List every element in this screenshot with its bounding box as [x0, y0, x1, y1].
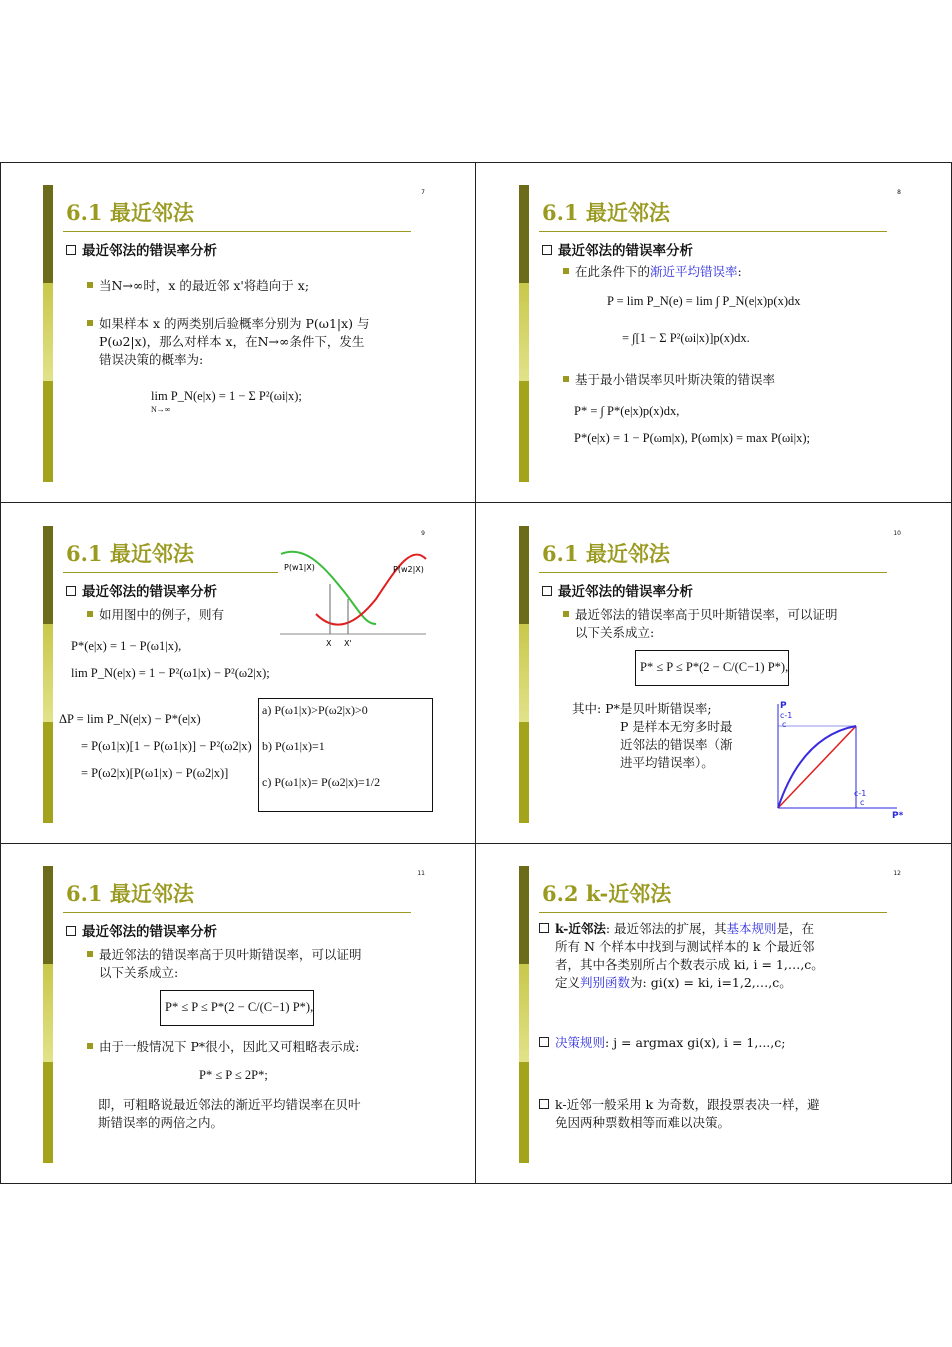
formula: P*(e|x) = 1 − P(ω1|x),: [71, 639, 182, 653]
bullet-text: 在此条件下的: [575, 264, 651, 279]
bullet-text: :: [737, 264, 742, 279]
slide-title: 6.1 最近邻法: [542, 541, 670, 566]
bullet-text: P(ω2|x)，那么对样本 x，在N→∞条件下，发生: [99, 334, 365, 349]
note-line: 进平均错误率）。: [620, 755, 714, 770]
bullet-item: [87, 315, 427, 369]
paragraph-text: 为: gi(x) = ki, i=1,2,…,c。: [630, 975, 792, 990]
bullet-text: 基于最小错误率贝叶斯决策的错误率: [575, 372, 776, 387]
paragraph-text: k-近邻一般采用 k 为奇数，跟投票表决一样，避: [555, 1097, 820, 1112]
slide-title: 6.1 最近邻法: [542, 200, 670, 225]
bullet-text: 如用图中的例子，则有: [99, 607, 225, 622]
slide-side-bar: [43, 526, 53, 823]
paragraph-text: 免因两种票数相等而难以决策。: [555, 1115, 731, 1130]
title-underline: [63, 572, 278, 573]
page-number: 10: [893, 530, 901, 537]
slide-side-bar: [43, 185, 53, 482]
title-underline: [539, 912, 887, 913]
heading-text: 最近邻法的错误率分析: [82, 584, 217, 600]
paragraph: [539, 1096, 889, 1132]
conclusion-line: 即，可粗略说最近邻法的渐近平均错误率在贝叶: [98, 1097, 361, 1112]
bullet-item: [563, 606, 903, 642]
bullet-text: 由于一般情况下 P*很小，因此又可粗略表示成:: [99, 1039, 360, 1054]
slide-title: 6.2 k-近邻法: [542, 881, 672, 906]
bullet-icon: [87, 951, 93, 957]
note-line: 近邻法的错误率（渐: [620, 737, 733, 752]
slide-12: [477, 844, 951, 1183]
page-number: 9: [421, 530, 425, 537]
square-bullet-icon: [66, 245, 76, 255]
slide-side-bar: [43, 866, 53, 1163]
divider: [0, 1183, 952, 1184]
section-heading: [542, 580, 693, 600]
bullet-icon: [87, 282, 93, 288]
page-number: 11: [417, 870, 425, 877]
axis-label: c-1: [854, 789, 867, 798]
bullet-icon: [87, 1043, 93, 1049]
slide-side-bar: [519, 866, 529, 1163]
case-item: c) P(ω1|x)= P(ω2|x)=1/2: [262, 775, 381, 789]
slide-grid: [0, 162, 952, 1184]
divider: [475, 162, 476, 1184]
square-bullet-icon: [539, 1037, 549, 1047]
note-line: 其中: P*是贝叶斯错误率;: [572, 701, 712, 716]
formula: P* ≤ P ≤ 2P*;: [199, 1068, 268, 1082]
bullet-item: [563, 263, 742, 281]
formula-box: [635, 650, 789, 686]
paragraph-text: 定义: [555, 975, 581, 990]
chart-label: X': [344, 639, 352, 648]
slide-7: [1, 163, 475, 502]
formula: = ∫[1 − Σ P²(ωi|x)]p(x)dx.: [622, 331, 750, 345]
bullet-text: 当N→∞时，x 的最近邻 x'将趋向于 x;: [99, 278, 310, 293]
bullet-item: [87, 277, 309, 295]
square-bullet-icon: [539, 923, 549, 933]
term-link: 渐近平均错误率: [650, 264, 738, 279]
posterior-curve-chart: [276, 544, 431, 654]
paragraph-text: 所有 N 个样本中找到与测试样本的 k 个最近邻: [555, 939, 815, 954]
title-underline: [63, 912, 411, 913]
heading-text: 最近邻法的错误率分析: [558, 584, 693, 600]
case-item: a) P(ω1|x)>P(ω2|x)>0: [262, 703, 368, 717]
bullet-item: [87, 606, 224, 624]
page-number: 8: [897, 189, 901, 196]
paragraph: [539, 920, 889, 992]
paragraph: [539, 1034, 785, 1052]
square-bullet-icon: [66, 926, 76, 936]
term-link: 基本规则: [726, 921, 777, 936]
slide-10: [477, 504, 951, 843]
formula: P*(e|x) = 1 − P(ωm|x), P(ωm|x) = max P(ωi|x);: [574, 431, 811, 445]
error-bound-chart: [772, 696, 907, 826]
section-heading: [66, 580, 217, 600]
note-line: P 是样本无穷多时最: [620, 719, 733, 734]
slide-8: [477, 163, 951, 502]
slide-side-bar: [519, 185, 529, 482]
formula: P* = ∫ P*(e|x)p(x)dx,: [574, 404, 680, 418]
square-bullet-icon: [66, 586, 76, 596]
formula: = P(ω1|x)[1 − P(ω1|x)] − P²(ω2|x): [81, 739, 252, 753]
axis-label: c: [782, 720, 787, 729]
formula-box: [160, 990, 314, 1026]
slide-title: 6.1 最近邻法: [66, 200, 194, 225]
square-bullet-icon: [542, 586, 552, 596]
cases-box: [258, 698, 433, 812]
bullet-text: 以下关系成立:: [99, 965, 179, 980]
formula: lim P_N(e|x) = 1 − P²(ω1|x) − P²(ω2|x);: [71, 666, 270, 680]
term-link: 决策规则: [555, 1035, 606, 1050]
slide-11: [1, 844, 475, 1183]
axis-label: P: [780, 701, 787, 711]
chart-label: P(w2|X): [393, 565, 424, 574]
bullet-text: 错误决策的概率为:: [99, 352, 204, 367]
bullet-icon: [87, 320, 93, 326]
chart-label: P(w1|X): [284, 563, 315, 572]
title-underline: [539, 572, 887, 573]
section-heading: [66, 920, 217, 940]
bullet-item: [563, 371, 775, 389]
axis-label: c-1: [780, 711, 793, 720]
formula: P* ≤ P ≤ P*(2 − C/(C−1) P*),: [165, 1000, 314, 1014]
bullet-text: 以下关系成立:: [575, 625, 655, 640]
bullet-text: 最近邻法的错误率高于贝叶斯错误率，可以证明: [575, 607, 838, 622]
bullet-text: 如果样本 x 的两类别后验概率分别为 P(ω1|x) 与: [99, 316, 370, 331]
formula: = P(ω2|x)[P(ω1|x) − P(ω2|x)]: [81, 766, 229, 780]
heading-text: 最近邻法的错误率分析: [82, 243, 217, 259]
chart-label: X: [326, 639, 332, 648]
term-link: 判别函数: [580, 975, 631, 990]
lower-bound-line: [778, 726, 856, 808]
term-bold: k-近邻法: [555, 921, 606, 936]
formula-subscript: N→∞: [151, 405, 171, 414]
formula: P* ≤ P ≤ P*(2 − C/(C−1) P*),: [640, 660, 789, 674]
slide-9: [1, 504, 475, 843]
bullet-item: [87, 946, 427, 982]
axis-label: c: [860, 798, 865, 807]
section-heading: [66, 239, 217, 259]
formula: lim P_N(e|x) = 1 − Σ P²(ωi|x);: [151, 389, 302, 403]
axis-label: P*: [892, 811, 904, 821]
conclusion-line: 斯错误率的两倍之内。: [98, 1115, 224, 1130]
title-underline: [539, 231, 887, 232]
paragraph-text: 是，在: [776, 921, 815, 936]
case-item: b) P(ω1|x)=1: [262, 739, 325, 753]
heading-text: 最近邻法的错误率分析: [558, 243, 693, 259]
bullet-text: 最近邻法的错误率高于贝叶斯错误率，可以证明: [99, 947, 362, 962]
formula: ΔP = lim P_N(e|x) − P*(e|x): [59, 712, 201, 726]
square-bullet-icon: [542, 245, 552, 255]
bullet-icon: [563, 611, 569, 617]
formula: P = lim P_N(e) = lim ∫ P_N(e|x)p(x)dx: [607, 294, 801, 308]
divider: [0, 502, 952, 503]
slide-title: 6.1 最近邻法: [66, 881, 194, 906]
paragraph-text: : j = argmax gi(x), i = 1,...,c;: [605, 1035, 786, 1050]
section-heading: [542, 239, 693, 259]
bullet-item: [87, 1038, 359, 1056]
page-number: 12: [893, 870, 901, 877]
title-underline: [63, 231, 411, 232]
bullet-icon: [563, 376, 569, 382]
paragraph-text: 者，其中各类别所占个数表示成 ki, i = 1,…,c。: [555, 957, 824, 972]
bullet-icon: [563, 268, 569, 274]
page-number: 7: [421, 189, 425, 196]
paragraph-text: : 最近邻法的扩展，其: [605, 921, 727, 936]
heading-text: 最近邻法的错误率分析: [82, 924, 217, 940]
square-bullet-icon: [539, 1099, 549, 1109]
slide-side-bar: [519, 526, 529, 823]
bullet-icon: [87, 611, 93, 617]
slide-title: 6.1 最近邻法: [66, 541, 194, 566]
